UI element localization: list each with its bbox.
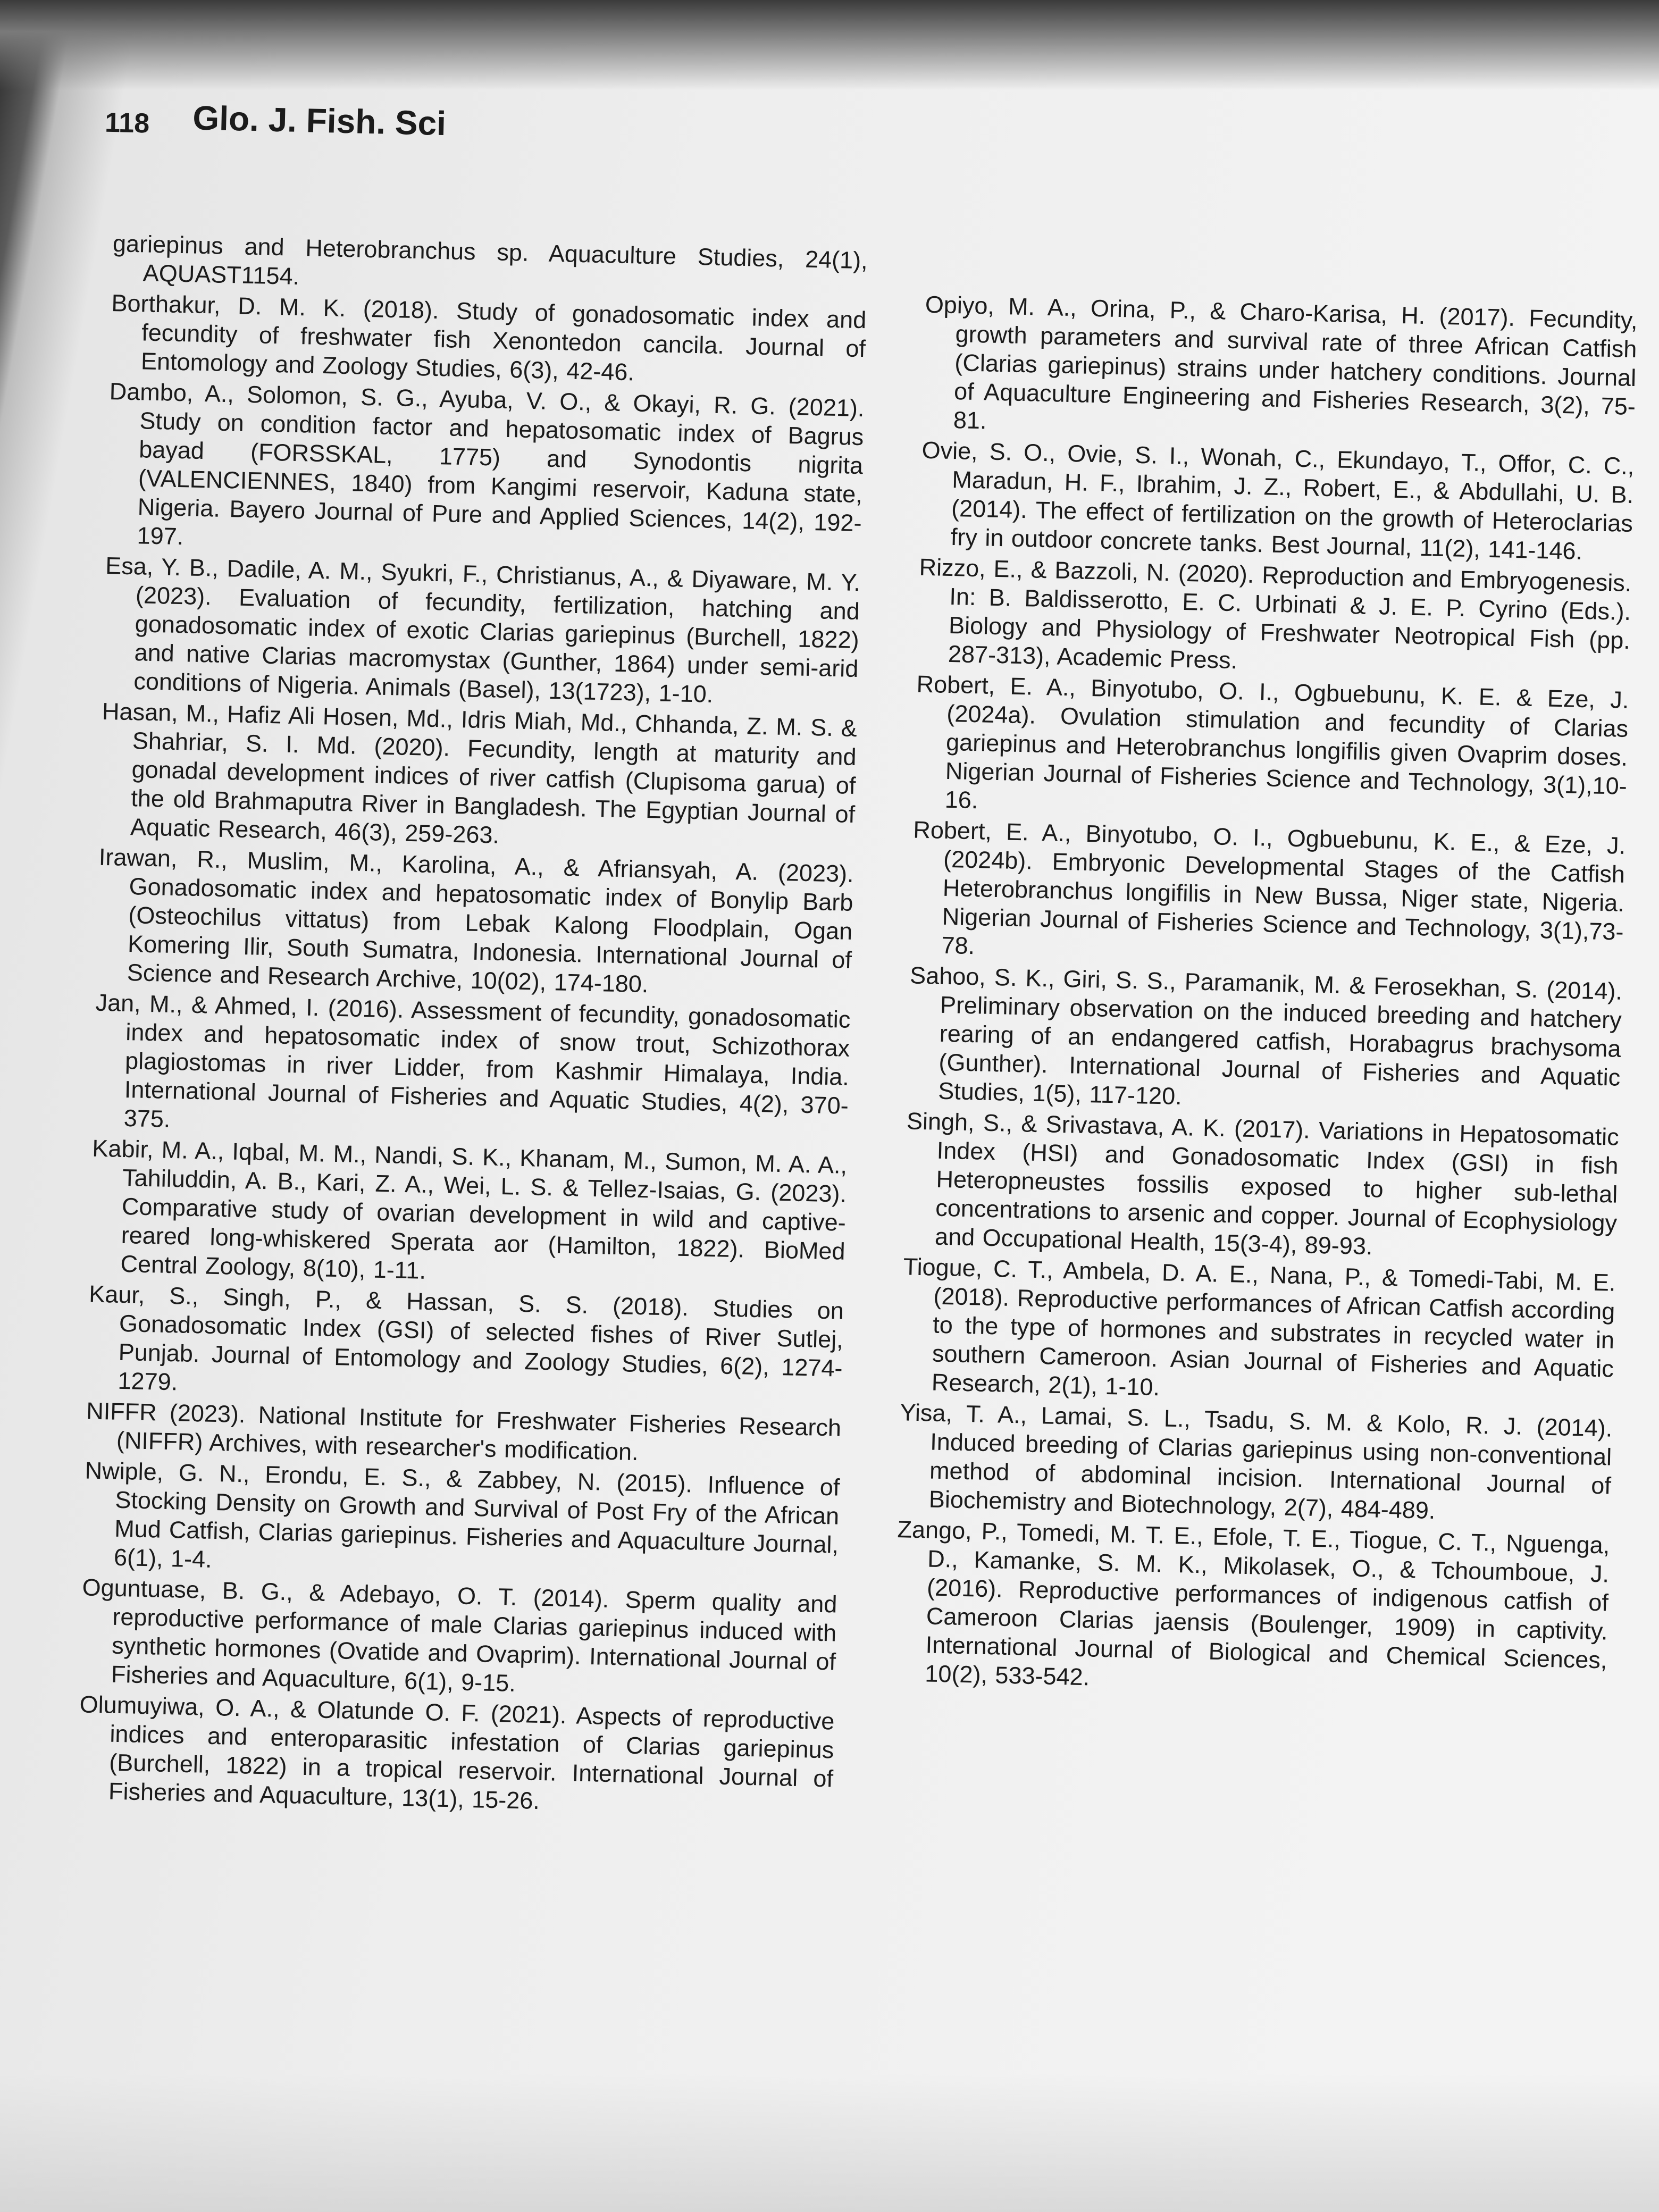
reference-entry: Oguntuase, B. G., & Adebayo, O. T. (2014). Sperm quality and reproductive performance of male Clarias gariepinus induced with synthetic hormones (Ovatide and Ovaprim). International Journal of Fisheries and Aquaculture, 6(1), 9-15. — [82, 1573, 837, 1697]
page-header — [104, 96, 447, 144]
reference-entry: NIFFR (2023). National Institute for Freshwater Fisheries Research (NIFFR) Archives, with researcher's modification. — [86, 1397, 842, 1466]
reference-entry: Rizzo, E., & Bazzoli, N. (2020). Reproduction and Embryogenesis. In: B. Baldisserotto, E. C. Urbinati & J. E. P. Cyrino (Eds.). Biology and Physiology of Freshwater Neotropical Fish (pp. 287-313), Academic Press. — [919, 553, 1632, 674]
reference-entry: Borthakur, D. M. K. (2018). Study of gonadosomatic index and fecundity of freshwater fish Xenontedon cancila. Journal of Entomology and Zoology Studies, 6(3), 42-46. — [111, 289, 867, 386]
references-right-column — [894, 290, 1638, 1706]
reference-entry: Irawan, R., Muslim, M., Karolina, A., & Afriansyah, A. (2023). Gonadosomatic index and hepatosomatic index of Bonylip Barb (Osteochilus vittatus) from Lebak Kalong Floodplain, Ogan Komering Ilir, South Sumatra, Indonesia. International Journal of Science and Research Archive, 10(02), 174-180. — [98, 843, 854, 998]
reference-entry: Dambo, A., Solomon, S. G., Ayuba, V. O., & Okayi, R. G. (2021). Study on condition factor and hepatosomatic index of Bagrus bayad (FORSSKAL, 1775) and Synodontis nigrita (VALENCIENNES, 1840) from Kangimi reservoir, Kaduna state, Nigeria. Bayero Journal of Pure and Applied Sciences, 14(2), 192-197. — [109, 377, 865, 550]
reference-entry: Kabir, M. A., Iqbal, M. M., Nandi, S. K., Khanam, M., Sumon, M. A. A., Tahiluddin, A. B., Kari, Z. A., Wei, L. S. & Tellez-Isaias, G. (2023). Comparative study of ovarian development in wild and captive-reared long-whiskered Sperata aor (Hamilton, 1822). BioMed Central Zoology, 8(10), 1-11. — [91, 1134, 848, 1284]
reference-entry: Olumuyiwa, O. A., & Olatunde O. F. (2021). Aspects of reproductive indices and enteroparasitic infestation of Clarias gariepinus (Burchell, 1822) in a tropical reservoir. International Journal of Fisheries and Aquaculture, 13(1), 15-26. — [79, 1690, 835, 1815]
reference-entry: Opiyo, M. A., Orina, P., & Charo-Karisa, H. (2017). Fecundity, growth parameters and survival rate of three African Catfish (Clarias gariepinus) strains under hatchery conditions. Journal of Aquaculture Engineering and Fisheries Research, 3(2), 75-81. — [925, 290, 1638, 434]
reference-entry: Tiogue, C. T., Ambela, D. A. E., Nana, P., & Tomedi-Tabi, M. E. (2018). Reproductive performances of African Catfish according to the type of hormones and substrates in recycled water in southern Cameroon. Asian Journal of Fisheries and Aquatic Research, 2(1), 1-10. — [903, 1253, 1616, 1401]
journal-title: Glo. J. Fish. Sci — [192, 98, 447, 143]
reference-entry: Ovie, S. O., Ovie, S. I., Wonah, C., Ekundayo, T., Offor, C. C., Maradun, H. F., Ibrahim, J. Z., Robert, E., & Abdullahi, U. B. (2014). The effect of fertilization on the growth of Heteroclarias fry in outdoor concrete tanks. Best Journal, 11(2), 141-146. — [921, 436, 1635, 565]
reference-entry: Kaur, S., Singh, P., & Hassan, S. S. (2018). Studies on Gonadosomatic Index (GSI) of selected fishes of River Sutlej, Punjab. Journal of Entomology and Zoology Studies, 6(2), 1274-1279. — [88, 1280, 844, 1396]
reference-entry: Sahoo, S. K., Giri, S. S., Paramanik, M. & Ferosekhan, S. (2014). Preliminary observation on the induced breeding and hatchery rearing of an endangered catfish, Horabagrus brachysoma (Gunther). International Journal of Fisheries and Aquatic Studies, 1(5), 117-120. — [909, 961, 1623, 1110]
reference-entry: Robert, E. A., Binyotubo, O. I., Ogbuebunu, K. E. & Eze, J. (2024a). Ovulation stimulation and fecundity of Clarias gariepinus and Heterobranchus longifilis given Ovaprim doses. Nigerian Journal of Fisheries Science and Technology, 3(1),10-16. — [916, 670, 1629, 814]
page-bottom-shadow — [0, 2074, 1659, 2212]
reference-entry: Nwiple, G. N., Erondu, E. S., & Zabbey, N. (2015). Influence of Stocking Density on Growth and Survival of Post Fry of the African Mud Catfish, Clarias gariepinus. Fisheries and Aquaculture Journal, 6(1), 1-4. — [85, 1456, 840, 1573]
reference-entry: Singh, S., & Srivastava, A. K. (2017). Variations in Hepatosomatic Index (HSI) and Gonadosomatic Index (GSI) in fish Heteropneustes fossilis exposed to higher sub-lethal concentrations to arsenic and copper. Journal of Ecophysiology and Occupational Health, 15(3-4), 89-93. — [906, 1107, 1620, 1260]
journal-page — [43, 58, 1638, 2209]
reference-entry: Hasan, M., Hafiz Ali Hosen, Md., Idris Miah, Md., Chhanda, Z. M. S. & Shahriar, S. I. Md. (2020). Fecundity, length at maturity and gonadal development indices of river catfish (Clupisoma garua) of the old Brahmaputra River in Bangladesh. The Egyptian Journal of Aquatic Research, 46(3), 259-263. — [102, 697, 858, 849]
reference-entry: gariepinus and Heterobranchus sp. Aquaculture Studies, 24(1), AQUAST1154. — [112, 230, 868, 290]
reference-entry: Yisa, T. A., Lamai, S. L., Tsadu, S. M. & Kolo, R. J. (2014). Induced breeding of Clarias gariepinus using non-conventional method of abdominal incision. International Journal of Biochemistry and Biotechnology, 2(7), 484-489. — [900, 1398, 1613, 1524]
reference-entry: Zango, P., Tomedi, M. T. E., Efole, T. E., Tiogue, C. T., Nguenga, D., Kamanke, S. M. K., Mikolasek, O., & Tchoumboue, J. (2016). Reproductive performances of indigenous catfish of Cameroon Clarias jaensis (Boulenger, 1909) in captivity. International Journal of Biological and Chemical Sciences, 10(2), 533-542. — [897, 1515, 1610, 1691]
references-left-column — [77, 229, 868, 1824]
reference-entry: Esa, Y. B., Dadile, A. M., Syukri, F., Christianus, A., & Diyaware, M. Y. (2023). Evaluation of fecundity, fertilization, hatching and gonadosomatic index of exotic Clarias gariepinus (Burchell, 1822) and native Clarias macromystax (Gunther, 1864) under semi-arid conditions of Nigeria. Animals (Basel), 13(1723), 1-10. — [105, 551, 861, 708]
reference-entry: Robert, E. A., Binyotubo, O. I., Ogbuebunu, K. E., & Eze, J. (2024b). Embryonic Developmental Stages of the Catfish Heterobranchus longifilis in New Bussa, Niger state, Nigeria. Nigerian Journal of Fisheries Science and Technology, 3(1),73-78. — [912, 816, 1626, 960]
page-number: 118 — [104, 107, 150, 139]
reference-entry: Jan, M., & Ahmed, I. (2016). Assessment of fecundity, gonadosomatic index and hepatosomatic index of snow trout, Schizothorax plagiostomas in river Lidder, from Kashmir Himalaya, India. International Journal of Fisheries and Aquatic Studies, 4(2), 370-375. — [95, 988, 851, 1133]
